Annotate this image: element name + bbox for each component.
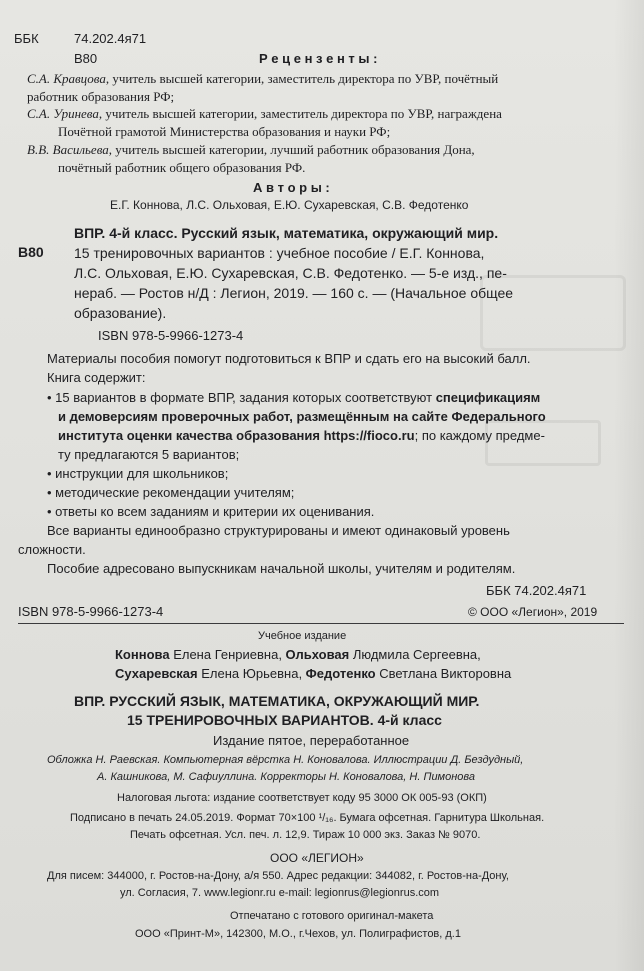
bbk-code: 74.202.4я71 (74, 31, 147, 46)
b80-code-top: В80 (74, 51, 98, 66)
imprint-address-line2: ул. Согласия, 7. www.legionr.ru e-mail: legionrus@legionrus.com (120, 887, 440, 899)
reviewer-2-line1: С.А. Уринева, учитель высшей категории, заместитель директора по УВР, награждена (27, 106, 502, 121)
bullet-4: • ответы ко всем заданиям и критерии их оценивания. (47, 504, 375, 519)
bullet-3: • методические рекомендации учителям; (47, 485, 295, 500)
imprint-address-line1: Для писем: 344000, г. Ростов-на-Дону, а/я 550. Адрес редакции: 344082, г. Ростов-на-Дону, (47, 870, 509, 882)
catalog-isbn: ISBN 978-5-9966-1273-4 (98, 328, 244, 343)
catalog-line-3: Л.С. Ольховая, Е.Ю. Сухаревская, С.В. Федотенко. — 5-е изд., пе- (74, 265, 507, 281)
catalog-code: В80 (18, 244, 44, 260)
imprint-tax: Налоговая льгота: издание соответствует коду 95 3000 ОК 005-93 (ОКП) (117, 792, 487, 804)
imprint-signed-line1: Подписано в печать 24.05.2019. Формат 70×100 ¹/₁₆. Бумага офсетная. Гарнитура Школьная. (70, 812, 545, 824)
catalog-line-2: 15 тренировочных вариантов : учебное пособие / Е.Г. Коннова, (74, 245, 485, 261)
catalog-line-5: образование). (74, 305, 167, 321)
imprint-printer: ООО «Принт-М», 142300, М.О., г.Чехов, ул. Полиграфистов, д.1 (135, 928, 461, 940)
divider-line (18, 623, 624, 624)
reviewers-title: Р е ц е н з е н т ы : (259, 51, 378, 66)
description-para2-line2: сложности. (18, 542, 86, 557)
reviewer-1-line2: работник образования РФ; (27, 89, 175, 104)
reviewer-name: С.А. Уринева (27, 106, 99, 121)
bullet-2: • инструкции для школьников; (47, 466, 229, 481)
description-para2-line1: Все варианты единообразно структурированы и имеют одинаковый уровень (47, 523, 510, 538)
bullet-1-line4: ту предлагаются 5 вариантов; (58, 447, 240, 462)
bullet-1-line3: института оценки качества образования https://fioco.ru; по каждому предме- (58, 428, 545, 443)
reviewer-name: С.А. Кравцова (27, 71, 106, 86)
description-intro: Материалы пособия помогут подготовиться к ВПР и сдать его на высокий балл. (47, 351, 531, 366)
catalog-line-4: нераб. — Ростов н/Д : Легион, 2019. — 160 с. — (Начальное общее (74, 285, 514, 301)
footer-copyright: © ООО «Легион», 2019 (468, 605, 598, 619)
imprint-title-line1: ВПР. РУССКИЙ ЯЗЫК, МАТЕМАТИКА, ОКРУЖАЮЩИЙ МИР. (74, 693, 480, 709)
imprint-credits-line2: А. Кашникова, М. Сафиуллина. Корректоры Н. Коновалова, Н. Пимонова (97, 771, 476, 783)
authors-title: А в т о р ы : (253, 180, 330, 195)
imprint-authors-line2: Сухаревская Елена Юрьевна, Федотенко Светлана Викторовна (115, 666, 512, 681)
page-edge-shadow (614, 0, 644, 971)
reviewer-2-line2: Почётной грамотой Министерства образования и науки РФ; (58, 124, 391, 139)
imprint-authors-line1: Коннова Елена Генриевна, Ольховая Людмила Сергеевна, (115, 647, 481, 662)
footer-bbk: ББК 74.202.4я71 (486, 583, 587, 598)
footer-isbn: ISBN 978-5-9966-1273-4 (18, 604, 164, 619)
reviewer-3-line1: В.В. Васильева, учитель высшей категории, лучший работник образования Дона, (27, 142, 475, 157)
bbk-label: ББК (14, 31, 39, 46)
bullet-1-line2: и демоверсиям проверочных работ, размещённым на сайте Федерального (58, 409, 546, 424)
catalog-line-1: ВПР. 4-й класс. Русский язык, математика, окружающий мир. (74, 225, 499, 241)
description-para3: Пособие адресовано выпускникам начальной школы, учителям и родителям. (47, 561, 516, 576)
imprint-publisher: ООО «ЛЕГИОН» (270, 851, 364, 865)
reviewer-3-line2: почётный работник общего образования РФ. (58, 160, 306, 175)
show-through-block-2 (485, 420, 601, 466)
imprint-printed-from: Отпечатано с готового оригинал-макета (230, 910, 434, 922)
imprint-title-line2: 15 ТРЕНИРОВОЧНЫХ ВАРИАНТОВ. 4-й класс (127, 712, 442, 728)
imprint-signed-line2: Печать офсетная. Усл. печ. л. 12,9. Тираж 10 000 экз. Заказ № 9070. (130, 829, 481, 841)
imprint-credits-line1: Обложка Н. Раевская. Компьютерная вёрстка Н. Коновалова. Иллюстрации Д. Бездудный, (47, 754, 524, 766)
bullet-1-line1: • 15 вариантов в формате ВПР, задания которых соответствуют спецификациям (47, 390, 541, 405)
imprint-edition: Издание пятое, переработанное (213, 733, 410, 748)
authors-names: Е.Г. Коннова, Л.С. Ольховая, Е.Ю. Сухаревская, С.В. Федотенко (110, 198, 469, 212)
edition-type: Учебное издание (258, 630, 347, 642)
reviewer-1-line1: С.А. Кравцова, учитель высшей категории, заместитель директора по УВР, почётный (27, 71, 499, 86)
reviewer-name: В.В. Васильева (27, 142, 109, 157)
description-contains: Книга содержит: (47, 370, 146, 385)
